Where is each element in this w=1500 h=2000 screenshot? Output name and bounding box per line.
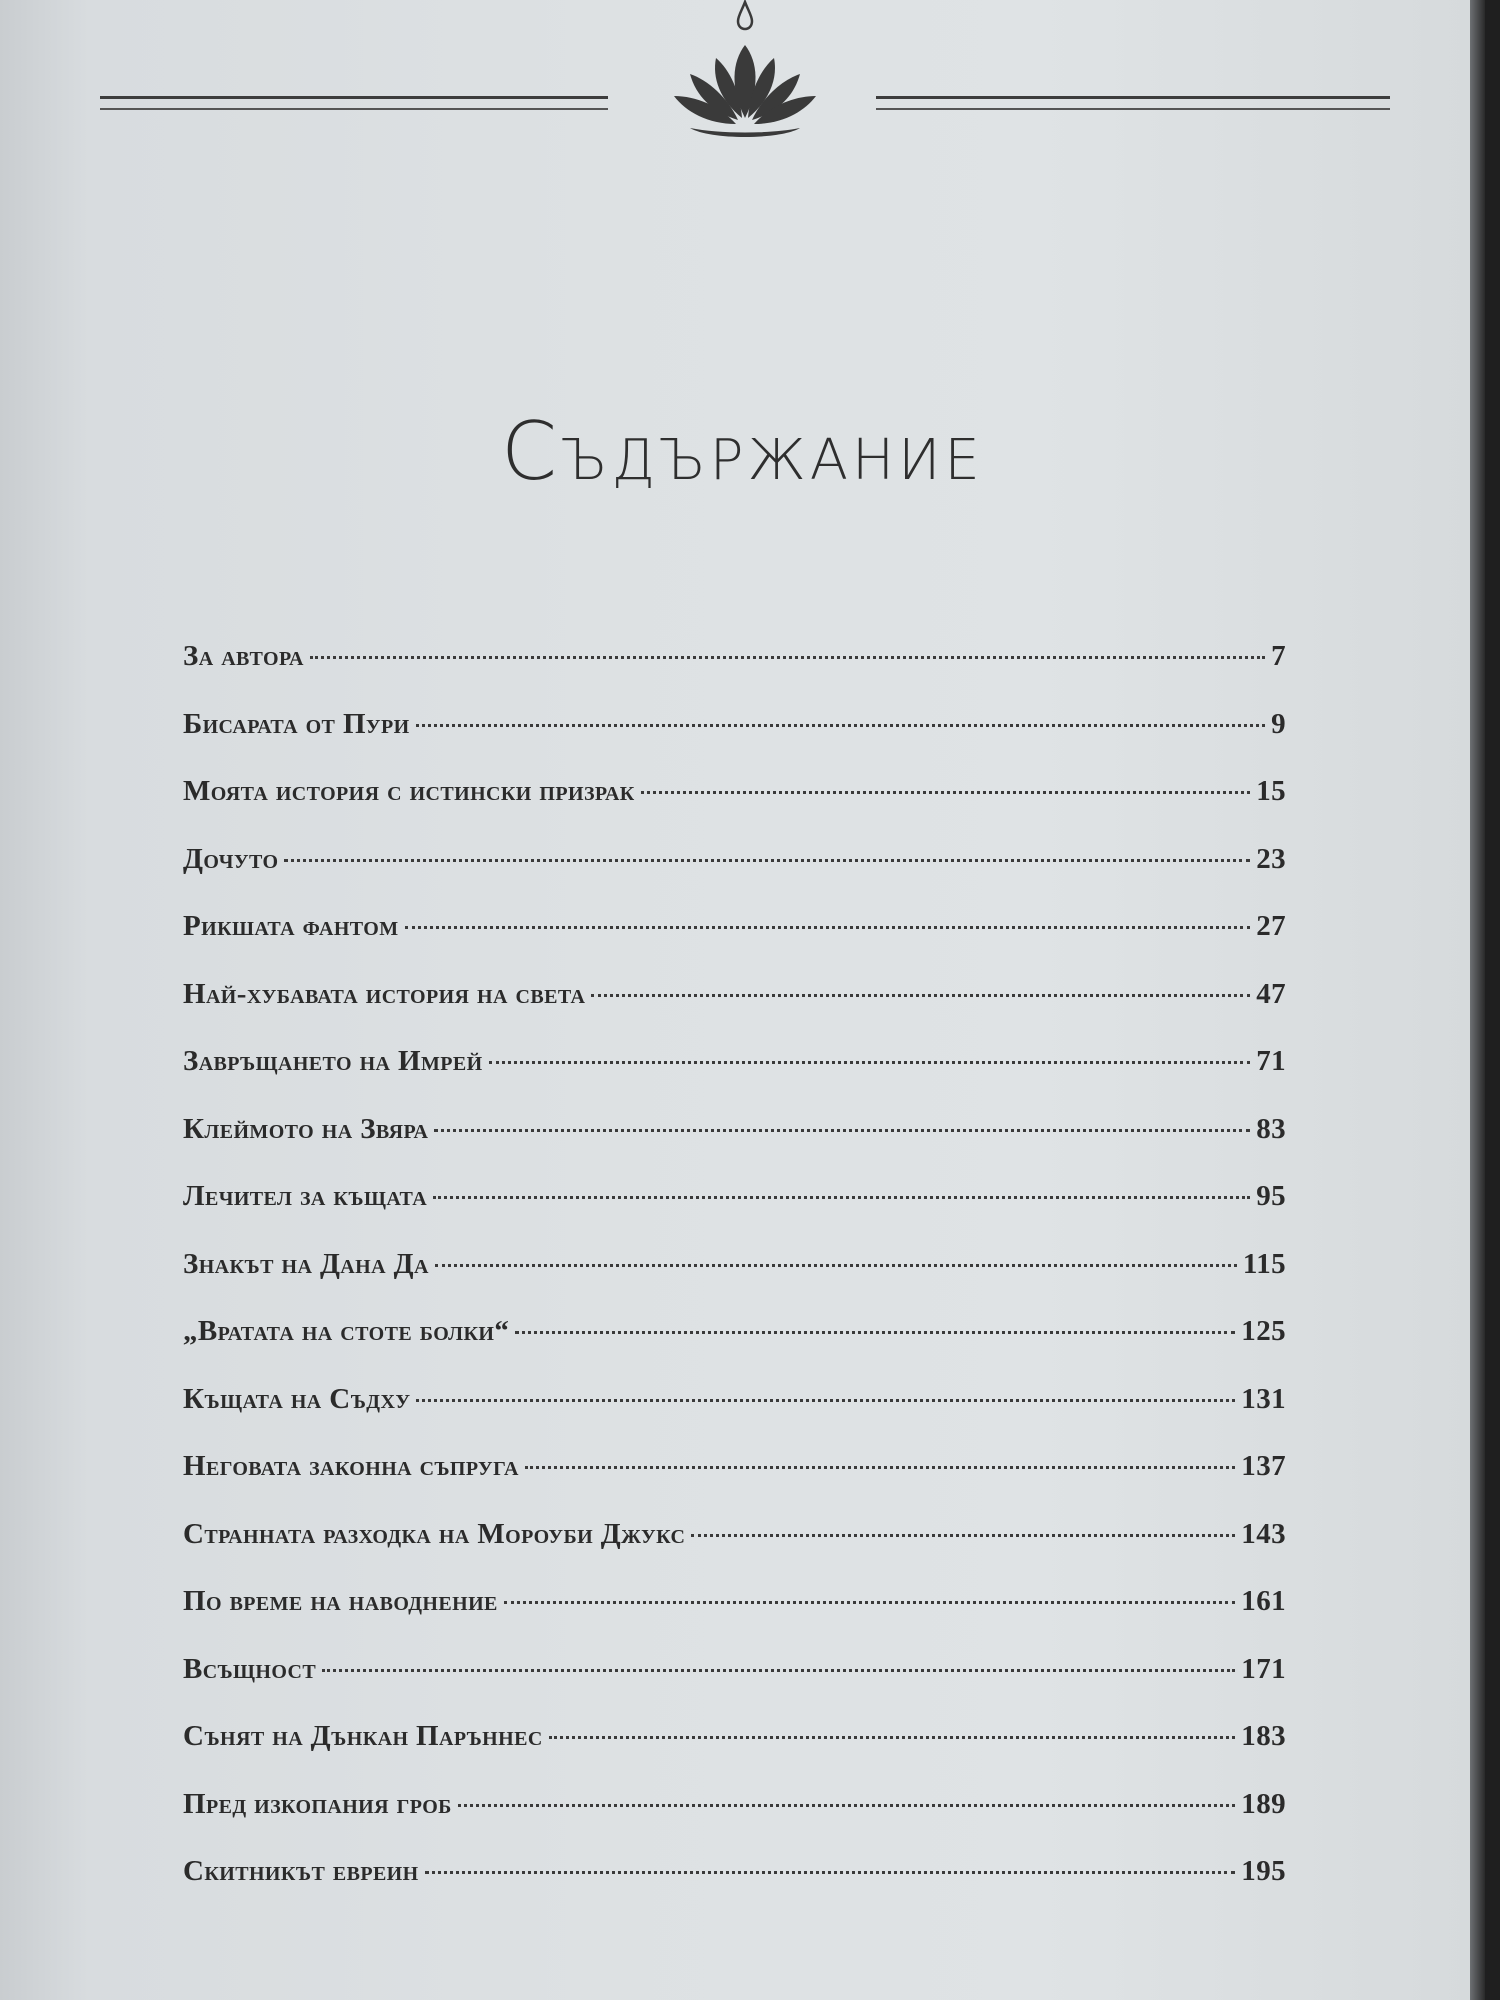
toc-entry-page-number: 131 — [1241, 1382, 1286, 1415]
toc-entry-title: Дочуто — [183, 842, 279, 875]
toc-entry — [183, 775, 1286, 843]
toc-entry — [183, 1315, 1286, 1383]
toc-dot-leader — [489, 1061, 1251, 1064]
toc-entry-page-number: 195 — [1241, 1855, 1286, 1887]
toc-entry-title: Неговата законна съпруга — [183, 1450, 519, 1482]
toc-entry-page-number: 125 — [1241, 1315, 1286, 1347]
toc-dot-leader — [416, 724, 1266, 727]
toc-entry — [183, 1855, 1286, 1923]
toc-entry — [183, 1653, 1286, 1721]
toc-entry-title: За автора — [183, 640, 304, 672]
toc-dot-leader — [525, 1466, 1235, 1469]
toc-entry — [183, 1518, 1286, 1586]
toc-entry-page-number: 9 — [1271, 707, 1286, 740]
toc-dot-leader — [425, 1871, 1236, 1874]
toc-entry-page-number: 71 — [1256, 1045, 1286, 1077]
toc-entry-title: Най-хубавата история на света — [183, 977, 586, 1010]
toc-entry-page-number: 27 — [1256, 910, 1286, 942]
toc-entry-page-number: 137 — [1241, 1450, 1286, 1482]
toc-dot-leader — [416, 1399, 1235, 1402]
toc-dot-leader — [322, 1669, 1235, 1672]
toc-entry-page-number: 115 — [1242, 1247, 1286, 1280]
toc-entry-page-number: 47 — [1256, 977, 1286, 1010]
toc-dot-leader — [504, 1601, 1236, 1604]
toc-entry-title: Знакът на Дана Да — [183, 1247, 429, 1280]
toc-entry-title: Лечител за къщата — [183, 1180, 428, 1212]
toc-dot-leader — [434, 1129, 1250, 1132]
toc-dot-leader — [433, 1196, 1250, 1199]
toc-entry-page-number: 189 — [1241, 1787, 1286, 1820]
toc-entry-page-number: 143 — [1241, 1517, 1286, 1550]
ornament-rule-left — [100, 96, 608, 110]
toc-dot-leader — [591, 994, 1250, 997]
toc-entry — [183, 1720, 1286, 1788]
toc-entry-page-number: 83 — [1256, 1112, 1286, 1145]
header-ornament — [0, 0, 1485, 160]
toc-entry-title: Пред изкопания гроб — [183, 1787, 452, 1820]
toc-entry-page-number: 161 — [1241, 1585, 1286, 1617]
toc-dot-leader — [691, 1534, 1235, 1537]
toc-entry — [183, 708, 1286, 776]
toc-entry-title: Сънят на Дънкан Паръннес — [183, 1720, 543, 1752]
toc-entry — [183, 640, 1286, 708]
toc-entry-title: Скитникът евреин — [183, 1855, 419, 1887]
toc-entry-page-number: 183 — [1241, 1720, 1286, 1752]
toc-entry-title: Клеймото на Звяра — [183, 1112, 429, 1145]
toc-dot-leader — [405, 926, 1251, 929]
toc-entry-title: Рикшата фантом — [183, 910, 399, 942]
toc-entry-title: Бисарата от Пури — [183, 707, 410, 740]
toc-entry-title: Моята история с истински призрак — [183, 775, 635, 807]
toc-entry-page-number: 171 — [1241, 1652, 1286, 1685]
toc-entry-page-number: 95 — [1256, 1180, 1286, 1212]
toc-entry-title: Всъщност — [183, 1652, 317, 1685]
toc-entry-title: Странната разходка на Мороуби Джукс — [183, 1517, 686, 1550]
toc-entry-title: Завръщането на Имрей — [183, 1045, 483, 1077]
toc-entry-title: Къщата на Съдху — [183, 1382, 411, 1415]
toc-dot-leader — [284, 859, 1250, 862]
toc-entry — [183, 1585, 1286, 1653]
toc-dot-leader — [515, 1331, 1235, 1334]
toc-dot-leader — [458, 1804, 1235, 1807]
toc-entry — [183, 843, 1286, 911]
table-of-contents — [183, 640, 1286, 1923]
lotus-icon — [650, 0, 840, 140]
toc-entry-title: По време на наводнение — [183, 1585, 498, 1617]
toc-entry — [183, 1113, 1286, 1181]
ornament-rule-right — [876, 96, 1390, 110]
toc-entry-title: „Вратата на стоте болки“ — [183, 1315, 510, 1347]
toc-dot-leader — [435, 1264, 1237, 1267]
toc-entry — [183, 1045, 1286, 1113]
toc-entry — [183, 1383, 1286, 1451]
toc-entry-page-number: 23 — [1256, 842, 1286, 875]
toc-entry — [183, 978, 1286, 1046]
toc-entry-page-number: 15 — [1256, 775, 1286, 807]
toc-entry — [183, 1180, 1286, 1248]
toc-entry — [183, 1450, 1286, 1518]
spine-shadow — [1470, 0, 1485, 2000]
toc-entry — [183, 1248, 1286, 1316]
toc-dot-leader — [641, 791, 1250, 794]
toc-entry — [183, 910, 1286, 978]
toc-dot-leader — [549, 1736, 1236, 1739]
page-title: Съдържание — [501, 405, 984, 498]
toc-entry — [183, 1788, 1286, 1856]
toc-dot-leader — [310, 656, 1265, 659]
toc-entry-page-number: 7 — [1271, 640, 1286, 672]
